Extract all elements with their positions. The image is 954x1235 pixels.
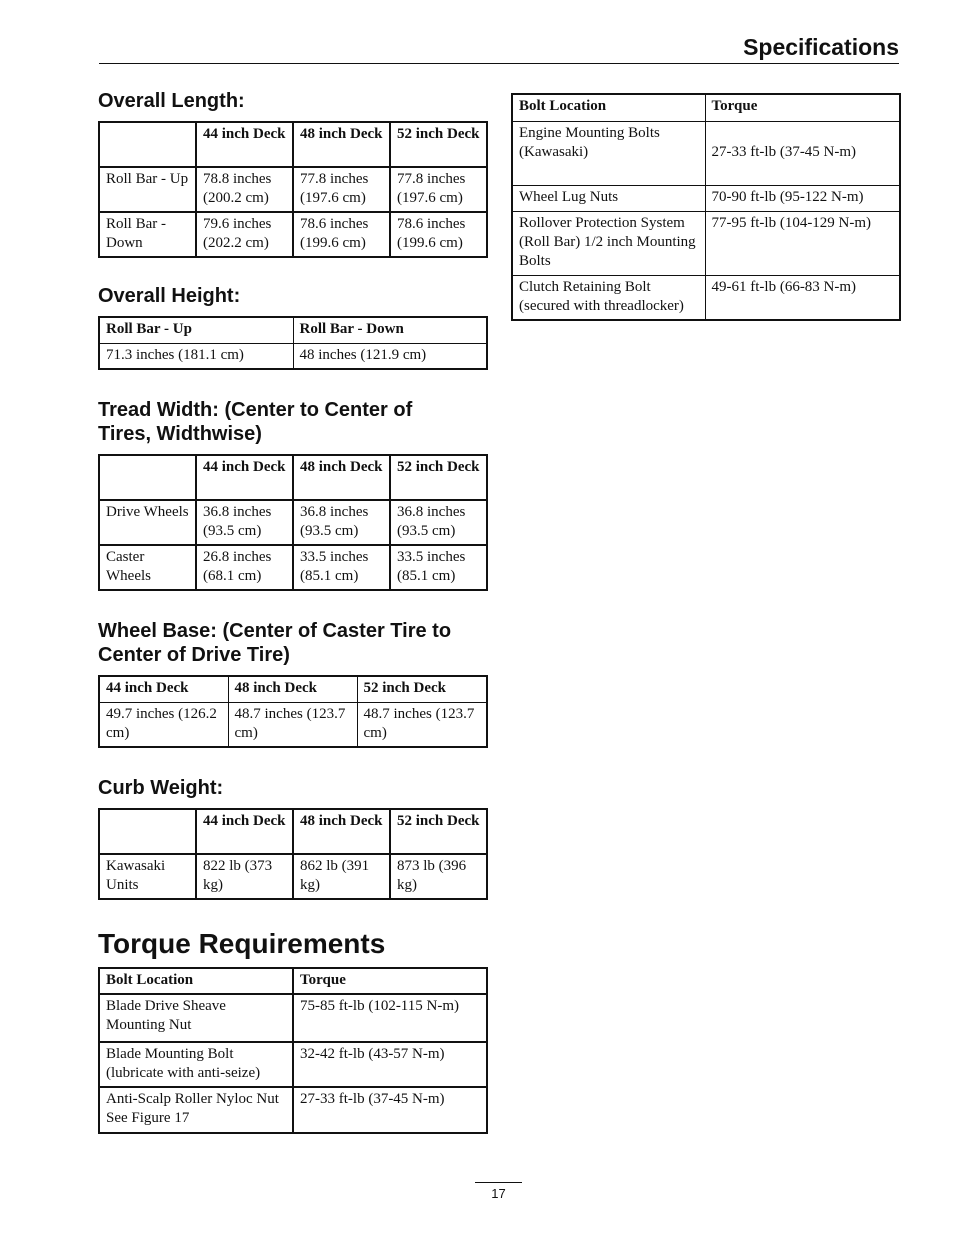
- table-cell: 78.6 inches (199.6 cm): [390, 212, 487, 257]
- table-row: [99, 854, 487, 899]
- table-header-cell: 44 inch Deck: [196, 455, 293, 500]
- header-rule: [99, 63, 899, 64]
- table-cell: 36.8 inches (93.5 cm): [390, 500, 487, 545]
- wheel-base-heading-line2: Center of Drive Tire): [98, 644, 290, 666]
- table-header-cell: Torque: [705, 94, 900, 121]
- table-header-cell: 48 inch Deck: [293, 122, 390, 167]
- overall-length-table: [98, 121, 488, 258]
- table-cell: 75-85 ft-lb (102-115 N-m): [293, 994, 487, 1042]
- table-cell: 36.8 inches (93.5 cm): [196, 500, 293, 545]
- table-cell: 49-61 ft-lb (66-83 N-m): [705, 275, 900, 320]
- table-cell: Rollover Protection System (Roll Bar) 1/2 inch Mounting Bolts: [512, 211, 705, 275]
- table-cell: 873 lb (396 kg): [390, 854, 487, 899]
- table-header-row: [99, 676, 487, 702]
- table-row: [99, 702, 487, 747]
- table-header-cell: 52 inch Deck: [390, 809, 487, 854]
- curb-weight-table: [98, 808, 488, 900]
- table-row: [99, 1087, 487, 1133]
- right-column: [511, 93, 899, 321]
- table-header-cell: 52 inch Deck: [390, 122, 487, 167]
- table-header-cell: [99, 455, 196, 500]
- table-header-cell: [99, 809, 196, 854]
- table-cell: 862 lb (391 kg): [293, 854, 390, 899]
- left-column: [98, 89, 486, 1134]
- table-header-cell: [99, 122, 196, 167]
- table-cell: 77-95 ft-lb (104-129 N-m): [705, 211, 900, 275]
- table-header-row: [99, 968, 487, 994]
- table-cell: Anti-Scalp Roller Nyloc Nut See Figure 17: [99, 1087, 293, 1133]
- table-header-cell: 48 inch Deck: [293, 455, 390, 500]
- table-header-cell: Torque: [293, 968, 487, 994]
- table-header-row: [99, 455, 487, 500]
- table-row: [99, 1042, 487, 1087]
- table-header-row: [99, 809, 487, 854]
- table-row: [512, 185, 900, 211]
- torque-requirements-heading: Torque Requirements: [98, 927, 386, 959]
- table-row: [99, 994, 487, 1042]
- table-cell: 48.7 inches (123.7 cm): [228, 702, 357, 747]
- torque-requirements-table: [98, 967, 488, 1134]
- table-cell: Caster Wheels: [99, 545, 196, 590]
- table-cell: Clutch Retaining Bolt (secured with threadlocker): [512, 275, 705, 320]
- table-cell: 70-90 ft-lb (95-122 N-m): [705, 185, 900, 211]
- table-row: [99, 343, 487, 369]
- table-header-cell: 52 inch Deck: [390, 455, 487, 500]
- table-cell: 49.7 inches (126.2 cm): [99, 702, 228, 747]
- table-cell: 78.8 inches (200.2 cm): [196, 167, 293, 212]
- table-cell: 36.8 inches (93.5 cm): [293, 500, 390, 545]
- table-cell: Kawasaki Units: [99, 854, 196, 899]
- table-cell: 33.5 inches (85.1 cm): [390, 545, 487, 590]
- table-cell: Engine Mounting Bolts (Kawasaki): [512, 121, 705, 185]
- table-row: [99, 212, 487, 257]
- table-cell: 32-42 ft-lb (43-57 N-m): [293, 1042, 487, 1087]
- wheel-base-table: [98, 675, 488, 748]
- table-cell: Blade Drive Sheave Mounting Nut: [99, 994, 293, 1042]
- table-cell: 48.7 inches (123.7 cm): [357, 702, 487, 747]
- table-cell: Drive Wheels: [99, 500, 196, 545]
- table-header-cell: 48 inch Deck: [293, 809, 390, 854]
- page-number: 17: [475, 1182, 522, 1201]
- table-cell: 79.6 inches (202.2 cm): [196, 212, 293, 257]
- table-cell: Roll Bar - Up: [99, 167, 196, 212]
- overall-length-heading: Overall Length:: [98, 90, 245, 112]
- table-header-cell: 44 inch Deck: [99, 676, 228, 702]
- table-header-row: [99, 317, 487, 343]
- overall-height-table: [98, 316, 488, 370]
- table-row: [99, 500, 487, 545]
- table-header-cell: Roll Bar - Up: [99, 317, 293, 343]
- tread-width-heading-line1: Tread Width: (Center to Center of: [98, 399, 413, 421]
- table-cell: 822 lb (373 kg): [196, 854, 293, 899]
- table-header-cell: 44 inch Deck: [196, 809, 293, 854]
- table-header-cell: Bolt Location: [99, 968, 293, 994]
- tread-width-heading: [98, 398, 486, 446]
- table-row: [512, 211, 900, 275]
- table-cell: Wheel Lug Nuts: [512, 185, 705, 211]
- table-cell: 26.8 inches (68.1 cm): [196, 545, 293, 590]
- wheel-base-heading: [98, 619, 486, 667]
- overall-height-heading: Overall Height:: [98, 285, 241, 307]
- table-header-cell: Roll Bar - Down: [293, 317, 487, 343]
- table-cell: 77.8 inches (197.6 cm): [293, 167, 390, 212]
- table-header-row: [99, 122, 487, 167]
- wheel-base-heading-line1: Wheel Base: (Center of Caster Tire to: [98, 620, 452, 642]
- curb-weight-heading: Curb Weight:: [98, 776, 224, 799]
- tread-width-heading-line2: Tires, Widthwise): [98, 423, 262, 445]
- table-cell: Blade Mounting Bolt (lubricate with anti-seize): [99, 1042, 293, 1087]
- table-header-cell: 52 inch Deck: [357, 676, 487, 702]
- tread-width-table: [98, 454, 488, 591]
- table-header-cell: 48 inch Deck: [228, 676, 357, 702]
- table-cell: 71.3 inches (181.1 cm): [99, 343, 293, 369]
- table-cell: 48 inches (121.9 cm): [293, 343, 487, 369]
- page-title: Specifications: [743, 34, 899, 60]
- table-cell: Roll Bar - Down: [99, 212, 196, 257]
- torque-continued-table: [511, 93, 901, 321]
- table-row: [512, 121, 900, 185]
- table-cell: 27-33 ft-lb (37-45 N-m): [293, 1087, 487, 1133]
- table-row: [512, 275, 900, 320]
- table-row: [99, 167, 487, 212]
- table-cell: 77.8 inches (197.6 cm): [390, 167, 487, 212]
- table-cell: 78.6 inches (199.6 cm): [293, 212, 390, 257]
- table-row: [99, 545, 487, 590]
- table-header-row: [512, 94, 900, 121]
- table-header-cell: 44 inch Deck: [196, 122, 293, 167]
- table-cell: 27-33 ft-lb (37-45 N-m): [705, 121, 900, 185]
- table-cell: 33.5 inches (85.1 cm): [293, 545, 390, 590]
- page-header: [99, 33, 899, 64]
- table-header-cell: Bolt Location: [512, 94, 705, 121]
